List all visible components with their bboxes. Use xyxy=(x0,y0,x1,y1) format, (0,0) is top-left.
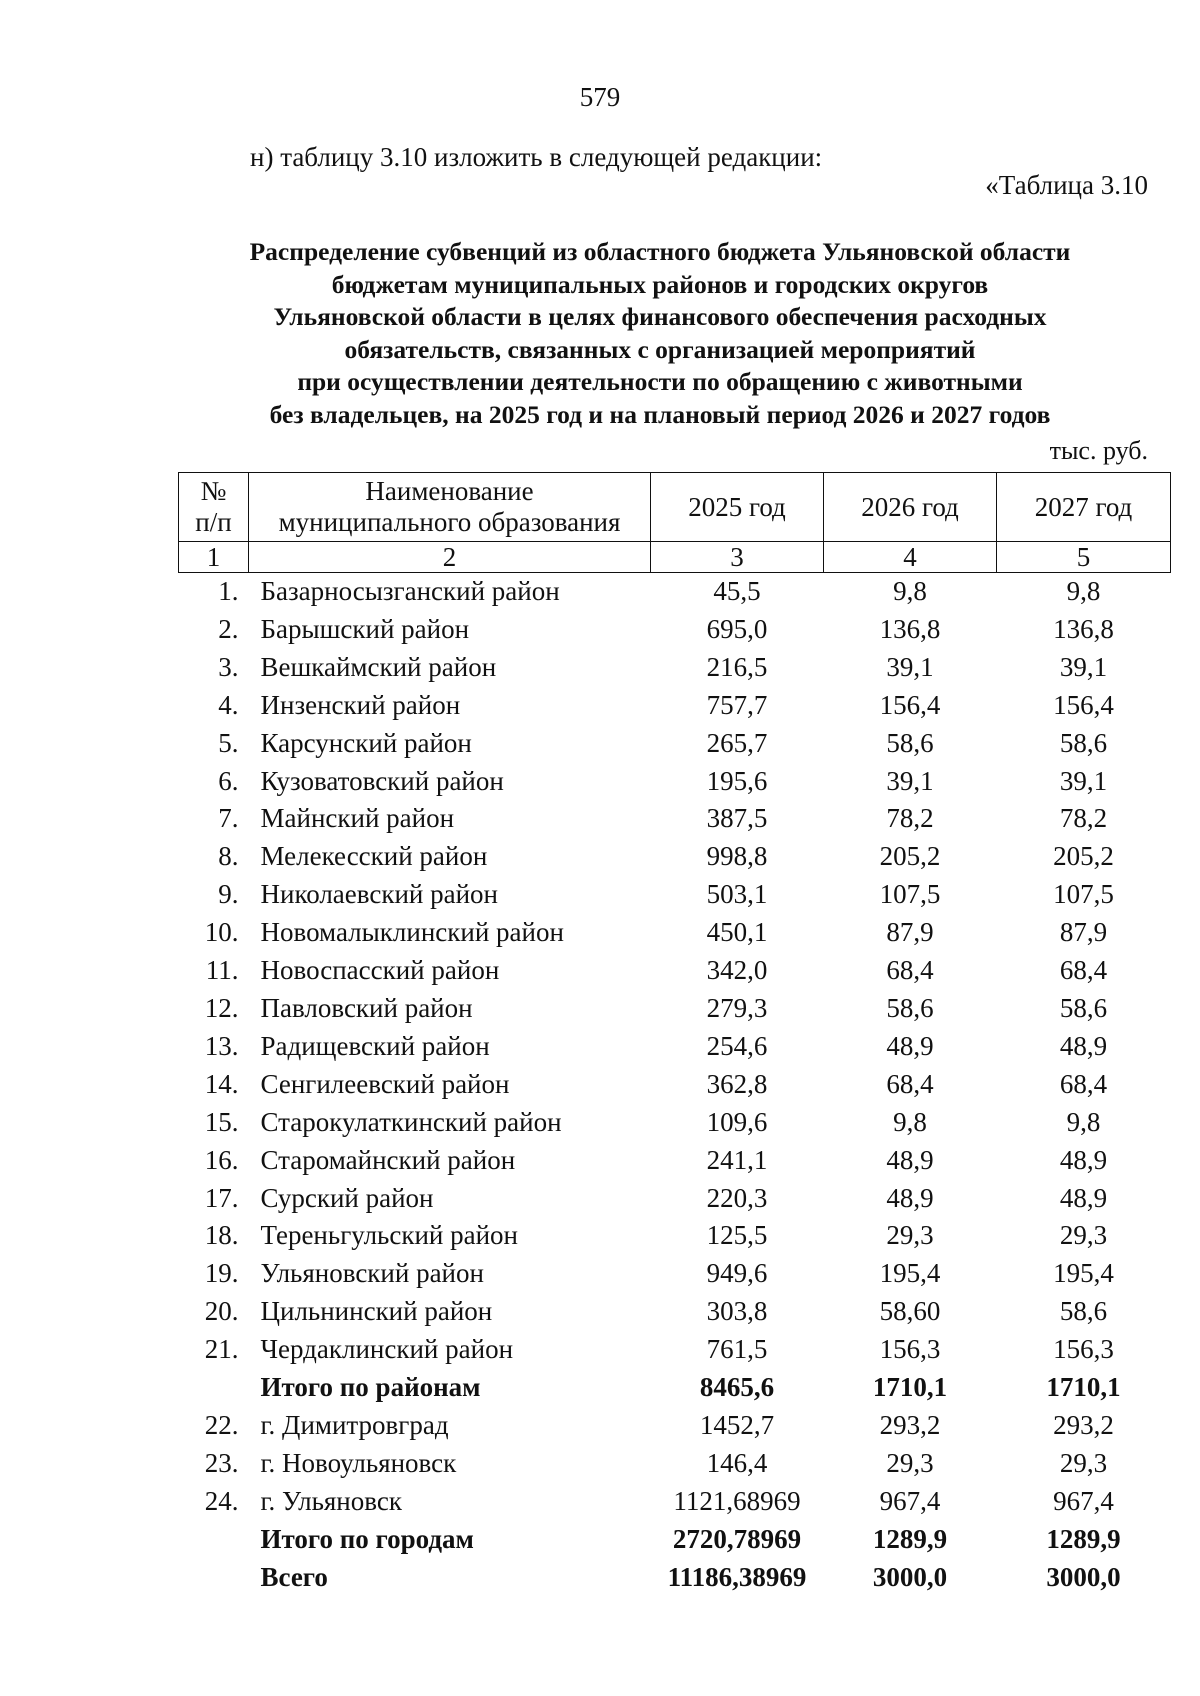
table-row xyxy=(179,1028,1171,1066)
value-2027: 9,8 xyxy=(1066,576,1101,606)
value-2025: 450,1 xyxy=(706,917,768,948)
value-2026: 58,60 xyxy=(879,1296,941,1327)
value-2027: 156,4 xyxy=(1053,689,1114,720)
value-2025: 265,7 xyxy=(706,727,768,758)
value-2025: 216,5 xyxy=(706,651,768,682)
header-name-line1: Наименование xyxy=(365,476,534,506)
column-number: 3 xyxy=(651,542,824,573)
row-name: Мелекесский район xyxy=(260,841,488,872)
row-name: г. Новоульяновск xyxy=(260,1447,457,1478)
value-2026: 87,9 xyxy=(886,917,934,948)
value-2027: 1289,9 xyxy=(1046,1523,1121,1554)
column-number: 5 xyxy=(997,542,1171,573)
row-name: г. Димитровград xyxy=(260,1409,449,1440)
row-name: Кузоватовский район xyxy=(260,765,504,796)
instruction-text: н) таблицу 3.10 изложить в следующей редакции: xyxy=(250,142,823,172)
value-2025: 8465,6 xyxy=(699,1372,775,1403)
row-name: Базарносызганский район xyxy=(260,576,560,606)
value-2026: 1289,9 xyxy=(872,1523,948,1554)
row-name: Новоспасский район xyxy=(260,955,500,986)
value-2027: 205,2 xyxy=(1053,841,1114,872)
header-num xyxy=(179,473,249,542)
value-2025: 1452,7 xyxy=(699,1409,775,1440)
value-2027: 1710,1 xyxy=(1046,1372,1121,1403)
value-2026: 156,4 xyxy=(879,689,941,720)
row-name: Карсунский район xyxy=(260,727,472,758)
value-2025: 757,7 xyxy=(706,689,768,720)
value-2026: 58,6 xyxy=(886,992,934,1023)
header-2027: 2027 год xyxy=(997,473,1171,542)
value-2025: 279,3 xyxy=(706,992,768,1023)
row-name: Николаевский район xyxy=(260,879,499,910)
value-2026: 967,4 xyxy=(879,1485,941,1516)
value-2027: 29,3 xyxy=(1059,1220,1108,1251)
row-number: 4. xyxy=(218,689,239,720)
table-row xyxy=(179,763,1171,801)
table-row xyxy=(179,1066,1171,1104)
row-number: 12. xyxy=(204,992,239,1023)
column-number: 2 xyxy=(249,542,651,573)
column-number-row xyxy=(179,542,1171,573)
table-row xyxy=(179,990,1171,1028)
title-line: Распределение субвенций из областного бюджета Ульяновской области xyxy=(249,237,1071,266)
value-2026: 136,8 xyxy=(879,613,941,644)
row-number xyxy=(179,1521,249,1559)
value-2025: 342,0 xyxy=(706,955,768,986)
total-row xyxy=(179,1559,1171,1597)
value-2025: 761,5 xyxy=(706,1334,768,1365)
row-number: 1. xyxy=(218,576,239,606)
title-line: обязательств, связанных с организацией мероприятий xyxy=(344,334,976,364)
value-2027: 293,2 xyxy=(1053,1409,1114,1440)
value-2027: 967,4 xyxy=(1053,1485,1114,1516)
table-row xyxy=(179,1483,1171,1521)
value-2027: 68,4 xyxy=(1059,955,1108,986)
value-2027: 58,6 xyxy=(1059,992,1108,1023)
value-2027: 68,4 xyxy=(1059,1068,1108,1099)
header-name xyxy=(249,473,651,542)
row-number xyxy=(179,1369,249,1407)
value-2027: 58,6 xyxy=(1059,727,1108,758)
row-number: 3. xyxy=(218,651,239,682)
table-row xyxy=(179,1180,1171,1218)
row-name: Тереньгульский район xyxy=(260,1220,519,1251)
table-row xyxy=(179,914,1171,952)
value-2026: 29,3 xyxy=(886,1447,934,1478)
row-name: Инзенский район xyxy=(260,689,461,720)
units-label: тыс. руб. xyxy=(1049,436,1148,465)
table-row xyxy=(179,649,1171,687)
header-name-line2: муниципального образования xyxy=(278,507,621,537)
row-number: 21. xyxy=(204,1334,239,1365)
table-title xyxy=(150,236,1170,431)
value-2026: 78,2 xyxy=(886,803,934,834)
value-2025: 195,6 xyxy=(706,765,768,796)
row-number: 23. xyxy=(204,1447,239,1478)
value-2027: 29,3 xyxy=(1059,1447,1108,1478)
table-row xyxy=(179,725,1171,763)
row-name: Чердаклинский район xyxy=(260,1334,514,1365)
value-2026: 58,6 xyxy=(886,727,934,758)
value-2025: 125,5 xyxy=(706,1220,768,1251)
value-2025: 2720,78969 xyxy=(672,1523,802,1554)
title-line: бюджетам муниципальных районов и городских округов xyxy=(331,269,989,299)
value-2027: 58,6 xyxy=(1059,1296,1108,1327)
table-row xyxy=(179,1331,1171,1369)
value-2025: 254,6 xyxy=(706,1030,768,1061)
table-row xyxy=(179,1407,1171,1445)
table-row xyxy=(179,687,1171,725)
value-2026: 48,9 xyxy=(886,1182,934,1213)
row-number: 10. xyxy=(204,917,239,948)
header-row xyxy=(179,473,1171,542)
row-number: 8. xyxy=(218,841,239,872)
row-name: Майнский район xyxy=(260,803,455,834)
value-2027: 156,3 xyxy=(1053,1334,1114,1365)
value-2026: 293,2 xyxy=(879,1409,941,1440)
value-2025: 949,6 xyxy=(706,1258,768,1289)
table-row xyxy=(179,1293,1171,1331)
value-2025: 695,0 xyxy=(706,613,768,644)
value-2025: 109,6 xyxy=(706,1106,768,1137)
table-row xyxy=(179,1217,1171,1255)
value-2027: 195,4 xyxy=(1053,1258,1114,1289)
table-row xyxy=(179,1255,1171,1293)
value-2026: 9,8 xyxy=(893,576,927,606)
table-reference: «Таблица 3.10 xyxy=(985,170,1148,200)
value-2026: 156,3 xyxy=(879,1334,941,1365)
value-2025: 241,1 xyxy=(706,1144,768,1175)
total-row xyxy=(179,1521,1171,1559)
row-name: Вешкаймский район xyxy=(260,651,497,682)
total-row xyxy=(179,1369,1171,1407)
value-2027: 48,9 xyxy=(1059,1144,1108,1175)
row-name: Старокулаткинский район xyxy=(260,1106,562,1137)
value-2027: 48,9 xyxy=(1059,1030,1108,1061)
value-2027: 48,9 xyxy=(1059,1182,1108,1213)
value-2026: 205,2 xyxy=(879,841,941,872)
row-number: 9. xyxy=(218,879,239,910)
row-number: 15. xyxy=(204,1106,239,1137)
header-2025: 2025 год xyxy=(651,473,824,542)
row-name: Цильнинский район xyxy=(260,1296,493,1327)
row-name: Радищевский район xyxy=(260,1030,490,1061)
table-row xyxy=(179,800,1171,838)
value-2025: 503,1 xyxy=(706,879,768,910)
value-2026: 29,3 xyxy=(886,1220,934,1251)
table-body xyxy=(179,573,1171,1597)
table-row xyxy=(179,1104,1171,1142)
row-name: Всего xyxy=(260,1561,328,1592)
value-2025: 11186,38969 xyxy=(667,1561,807,1592)
value-2026: 1710,1 xyxy=(872,1372,948,1403)
row-name: Ульяновский район xyxy=(260,1258,484,1289)
value-2026: 68,4 xyxy=(886,1068,934,1099)
value-2026: 48,9 xyxy=(886,1144,934,1175)
row-number: 2. xyxy=(218,613,239,644)
table-row xyxy=(179,838,1171,876)
value-2027: 3000,0 xyxy=(1046,1561,1121,1592)
value-2025: 998,8 xyxy=(706,841,768,872)
value-2025: 303,8 xyxy=(706,1296,768,1327)
row-number: 24. xyxy=(204,1485,239,1516)
row-number: 14. xyxy=(204,1068,239,1099)
table-row xyxy=(179,1445,1171,1483)
row-name: Итого по районам xyxy=(260,1372,481,1403)
value-2026: 9,8 xyxy=(893,1106,927,1137)
value-2026: 3000,0 xyxy=(872,1561,948,1592)
value-2025: 45,5 xyxy=(713,576,761,606)
value-2026: 39,1 xyxy=(886,765,934,796)
title-line: Ульяновской области в целях финансового обеспечения расходных xyxy=(273,302,1047,331)
value-2025: 387,5 xyxy=(706,803,768,834)
table-row xyxy=(179,1142,1171,1180)
value-2025: 362,8 xyxy=(706,1068,768,1099)
row-number: 19. xyxy=(204,1258,239,1289)
value-2027: 136,8 xyxy=(1053,613,1114,644)
row-number xyxy=(179,1559,249,1597)
row-number: 18. xyxy=(204,1220,239,1251)
value-2026: 48,9 xyxy=(886,1030,934,1061)
page-number: 579 xyxy=(579,82,621,112)
row-number: 22. xyxy=(204,1409,239,1440)
row-number: 5. xyxy=(218,727,239,758)
value-2026: 68,4 xyxy=(886,955,934,986)
row-name: Павловский район xyxy=(260,992,473,1023)
value-2027: 39,1 xyxy=(1059,765,1108,796)
value-2027: 78,2 xyxy=(1059,803,1108,834)
header-2026: 2026 год xyxy=(824,473,997,542)
value-2025: 146,4 xyxy=(706,1447,768,1478)
title-line: при осуществлении деятельности по обращению с животными xyxy=(297,367,1023,396)
row-name: Итого по городам xyxy=(260,1523,474,1554)
header-num-line2: п/п xyxy=(195,507,232,537)
row-name: Старомайнский район xyxy=(260,1144,516,1175)
row-number: 11. xyxy=(205,955,239,986)
row-number: 20. xyxy=(204,1296,239,1327)
value-2027: 107,5 xyxy=(1053,879,1114,910)
row-name: Новомалыклинский район xyxy=(260,917,564,948)
subvention-table xyxy=(178,472,1171,1596)
row-number: 6. xyxy=(218,765,239,796)
column-number: 4 xyxy=(824,542,997,573)
value-2027: 87,9 xyxy=(1059,917,1108,948)
title-line: без владельцев, на 2025 год и на плановый период 2026 и 2027 годов xyxy=(269,399,1051,429)
row-name: г. Ульяновск xyxy=(260,1485,402,1516)
row-number: 7. xyxy=(218,803,239,834)
table-row xyxy=(179,573,1171,611)
column-number: 1 xyxy=(179,542,249,573)
row-number: 16. xyxy=(204,1144,239,1175)
value-2026: 107,5 xyxy=(879,879,941,910)
value-2026: 195,4 xyxy=(879,1258,941,1289)
header-num-line1: № xyxy=(200,476,227,506)
value-2027: 39,1 xyxy=(1059,651,1108,682)
row-name: Сурский район xyxy=(260,1182,434,1213)
table-row xyxy=(179,952,1171,990)
row-name: Барышский район xyxy=(260,613,470,644)
table-row xyxy=(179,876,1171,914)
value-2026: 39,1 xyxy=(886,651,934,682)
table-row xyxy=(179,611,1171,649)
value-2027: 9,8 xyxy=(1066,1106,1101,1137)
row-number: 17. xyxy=(204,1182,239,1213)
row-name: Сенгилеевский район xyxy=(260,1068,510,1099)
row-number: 13. xyxy=(204,1030,239,1061)
value-2025: 220,3 xyxy=(706,1182,768,1213)
value-2025: 1121,68969 xyxy=(673,1485,801,1516)
